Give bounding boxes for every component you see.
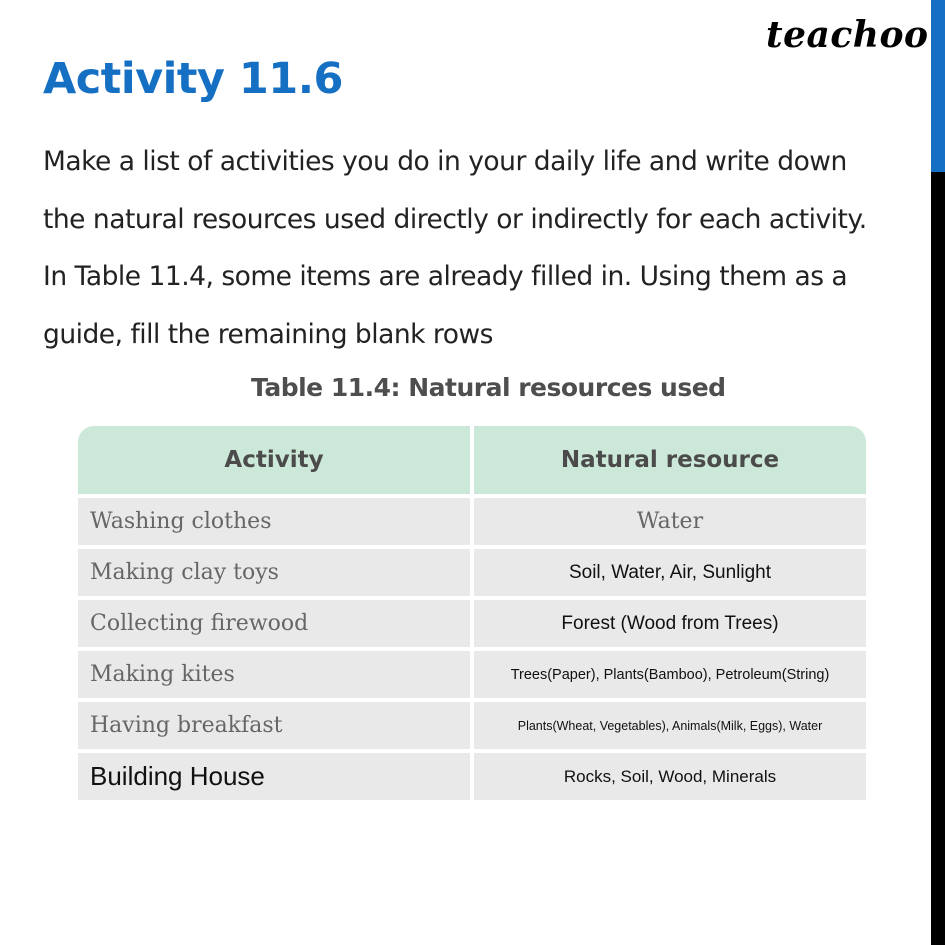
teachoo-logo: teachoo <box>766 14 929 56</box>
table-header-row <box>78 426 866 494</box>
resource-cell: Soil, Water, Air, Sunlight <box>474 549 866 596</box>
description-line: Make a list of activities you do in your daily life and write down <box>43 146 847 177</box>
activity-cell: Washing clothes <box>78 498 470 545</box>
header-natural-resource: Natural resource <box>474 426 866 494</box>
table-row <box>78 753 866 800</box>
activity-cell: Making kites <box>78 651 470 698</box>
resource-cell: Plants(Wheat, Vegetables), Animals(Milk, Eggs), Water <box>474 702 866 749</box>
resource-cell: Trees(Paper), Plants(Bamboo), Petroleum(String) <box>474 651 866 698</box>
table-row <box>78 600 866 647</box>
activity-cell: Building House <box>78 753 470 800</box>
resource-cell: Water <box>474 498 866 545</box>
table-row <box>78 702 866 749</box>
table-caption: Table 11.4: Natural resources used <box>251 373 726 402</box>
table-row <box>78 498 866 545</box>
table-row <box>78 549 866 596</box>
table-row <box>78 651 866 698</box>
description-line: In Table 11.4, some items are already filled in. Using them as a <box>43 261 848 292</box>
resource-cell: Rocks, Soil, Wood, Minerals <box>474 753 866 800</box>
description-line: the natural resources used directly or indirectly for each activity. <box>43 203 867 235</box>
description-line: guide, fill the remaining blank rows <box>43 318 493 350</box>
resource-cell: Forest (Wood from Trees) <box>474 600 866 647</box>
header-activity: Activity <box>78 426 470 494</box>
page-title: Activity 11.6 <box>43 54 343 104</box>
activity-cell: Collecting firewood <box>78 600 470 647</box>
activity-cell: Making clay toys <box>78 549 470 596</box>
right-edge-accent <box>931 0 945 172</box>
activity-description <box>43 133 913 363</box>
resources-table <box>78 426 866 804</box>
activity-cell: Having breakfast <box>78 702 470 749</box>
